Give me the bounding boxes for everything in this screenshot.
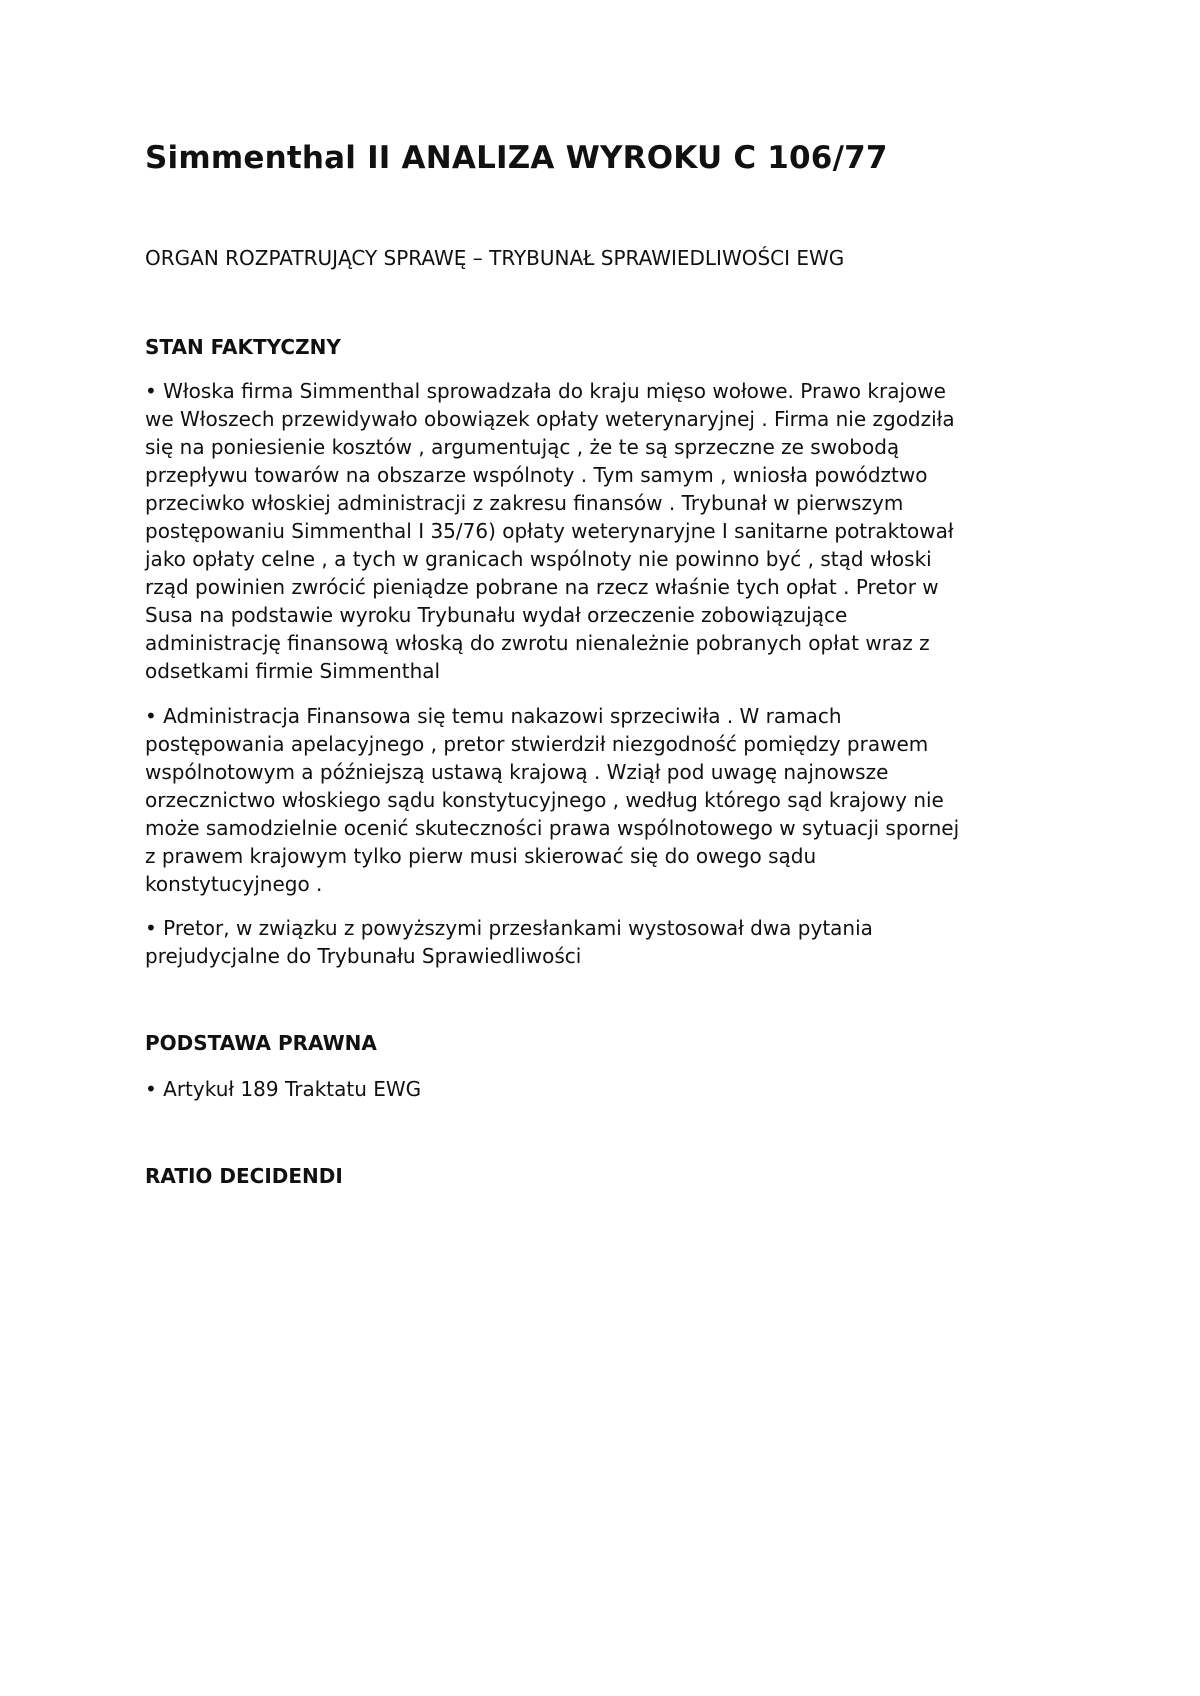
text-line: odsetkami firmie Simmenthal [145,659,441,683]
heading-stan-faktyczny: STAN FAKTYCZNY [145,335,341,359]
text-line: Susa na podstawie wyroku Trybunału wydał orzeczenie zobowiązujące [145,603,848,627]
text-line: przepływu towarów na obszarze wspólnoty . Tym samym , wniosła powództwo [145,463,928,487]
facts-paragraph-1 [145,377,955,685]
text-line: przeciwko włoskiej administracji z zakresu finansów . Trybunał w pierwszym [145,491,904,515]
text-line: jako opłaty celne , a tych w granicach wspólnoty nie powinno być , stąd włoski [145,547,932,571]
facts-paragraph-2 [145,702,959,898]
document-title: Simmenthal II ANALIZA WYROKU C 106/77 [145,140,888,176]
text-line: administrację finansową włoską do zwrotu nienależnie pobranych opłat wraz z [145,631,930,655]
text-line: • Administracja Finansowa się temu nakazowi sprzeciwiła . W ramach [145,704,842,728]
text-line: prejudycjalne do Trybunału Sprawiedliwości [145,944,582,968]
text-line: postępowania apelacyjnego , pretor stwierdził niezgodność pomiędzy prawem [145,732,929,756]
text-line: orzecznictwo włoskiego sądu konstytucyjnego , według którego sąd krajowy nie [145,788,944,812]
text-line: • Pretor, w związku z powyższymi przesłankami wystosował dwa pytania [145,916,873,940]
text-line: postępowaniu Simmenthal I 35/76) opłaty weterynaryjne I sanitarne potraktował [145,519,954,543]
text-line: we Włoszech przewidywało obowiązek opłaty weterynaryjnej . Firma nie zgodziła [145,407,955,431]
text-line: może samodzielnie ocenić skuteczności prawa wspólnotowego w sytuacji spornej [145,816,960,840]
organ-line: ORGAN ROZPATRUJĄCY SPRAWĘ – TRYBUNAŁ SPRAWIEDLIWOŚCI EWG [145,246,845,270]
text-line: • Artykuł 189 Traktatu EWG [145,1077,422,1101]
facts-paragraph-3 [145,914,873,970]
text-line: konstytucyjnego . [145,872,323,896]
legal-basis-paragraph [145,1075,421,1103]
text-line: rząd powinien zwrócić pieniądze pobrane na rzecz właśnie tych opłat . Pretor w [145,575,939,599]
heading-ratio-decidendi: RATIO DECIDENDI [145,1164,343,1188]
text-line: z prawem krajowym tylko pierw musi skierować się do owego sądu [145,844,817,868]
heading-podstawa-prawna: PODSTAWA PRAWNA [145,1031,377,1055]
text-line: się na poniesienie kosztów , argumentując , że te są sprzeczne ze swobodą [145,435,900,459]
text-line: • Włoska firma Simmenthal sprowadzała do kraju mięso wołowe. Prawo krajowe [145,379,946,403]
text-line: wspólnotowym a późniejszą ustawą krajową . Wziął pod uwagę najnowsze [145,760,889,784]
